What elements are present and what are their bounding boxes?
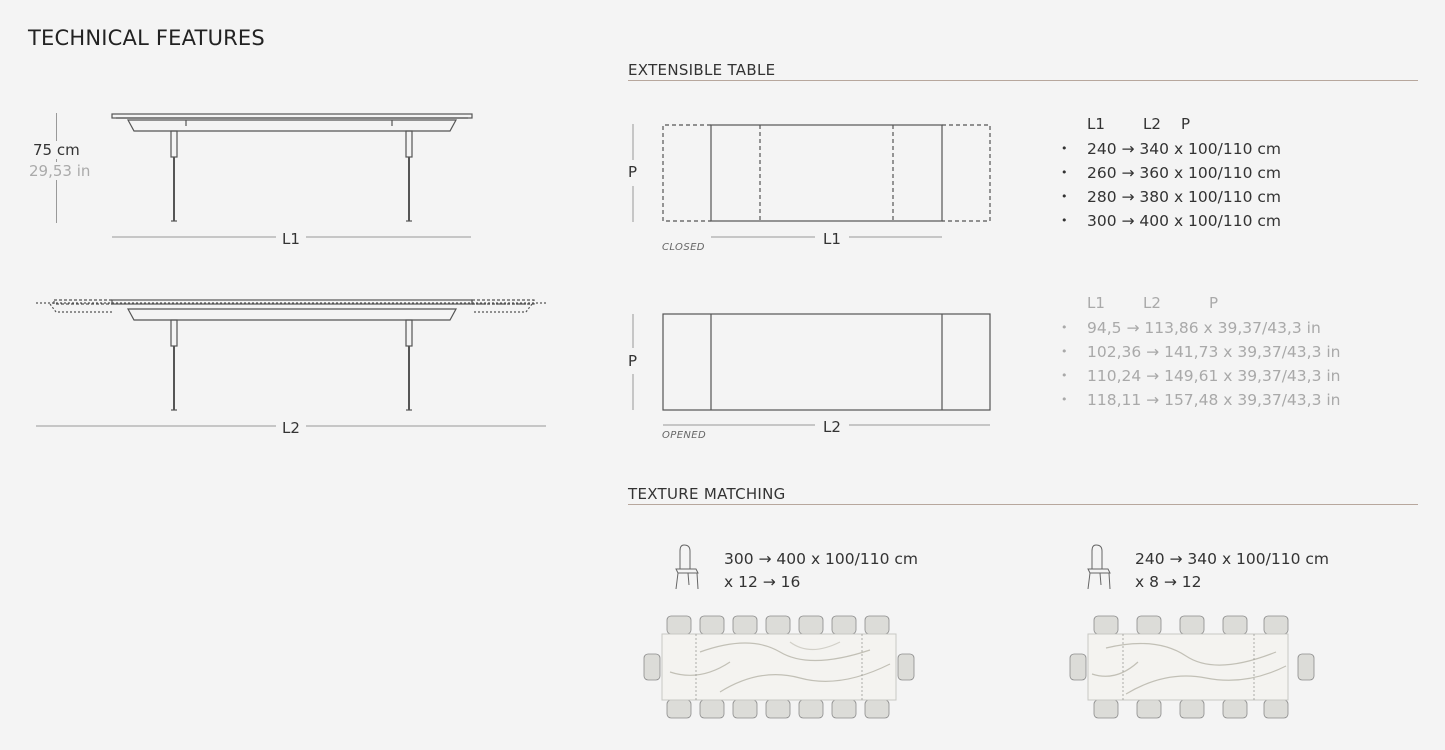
cm-spec-headers [1087,115,1190,133]
opened-depth-label: P [628,352,638,370]
texture-right-size: 240 → 340 x 100/110 cm [1135,550,1329,568]
list-item: • 300 → 400 x 100/110 cm [1061,209,1281,233]
side-closed-length-label: L1 [282,230,300,248]
list-item: • 260 → 360 x 100/110 cm [1061,161,1281,185]
header-l1: L1 [1087,115,1105,133]
list-item: • 280 → 380 x 100/110 cm [1061,185,1281,209]
texture-matching-rule [628,504,1418,505]
header-p: P [1181,115,1191,133]
texture-right-seats: x 8 → 12 [1135,573,1202,591]
header-l1: L1 [1087,294,1105,312]
texture-matching-title: TEXTURE MATCHING [628,485,786,503]
texture-table-left [640,612,920,722]
closed-length-label: L1 [823,230,841,248]
list-item: • 118,11 → 157,48 x 39,37/43,3 in [1061,388,1341,412]
chair-icon [1082,543,1116,591]
texture-left-size: 300 → 400 x 100/110 cm [724,550,918,568]
texture-left-spec [724,548,918,594]
texture-right-spec [1135,548,1329,594]
page-title: TECHNICAL FEATURES [28,26,265,50]
list-item: • 102,36 → 141,73 x 39,37/43,3 in [1061,340,1341,364]
chair-icon [670,543,704,591]
height-cm-label: 75 cm [33,141,80,159]
opened-state-label: OPENED [662,430,707,441]
cm-spec-list [1061,137,1281,233]
header-l2: L2 [1143,115,1161,133]
header-l2: L2 [1143,294,1161,312]
plan-view-drawings [0,0,1000,460]
height-in-label: 29,53 in [29,162,91,180]
extensible-table-title: EXTENSIBLE TABLE [628,61,776,79]
texture-table-right [1066,612,1316,722]
side-open-length-label: L2 [282,419,300,437]
opened-length-label: L2 [823,418,841,436]
list-item: • 240 → 340 x 100/110 cm [1061,137,1281,161]
list-item: • 110,24 → 149,61 x 39,37/43,3 in [1061,364,1341,388]
header-p: P [1209,294,1219,312]
in-spec-list [1061,316,1341,412]
in-spec-headers [1087,294,1218,312]
closed-depth-label: P [628,163,638,181]
list-item: • 94,5 → 113,86 x 39,37/43,3 in [1061,316,1341,340]
texture-left-seats: x 12 → 16 [724,573,801,591]
closed-state-label: CLOSED [662,242,705,253]
